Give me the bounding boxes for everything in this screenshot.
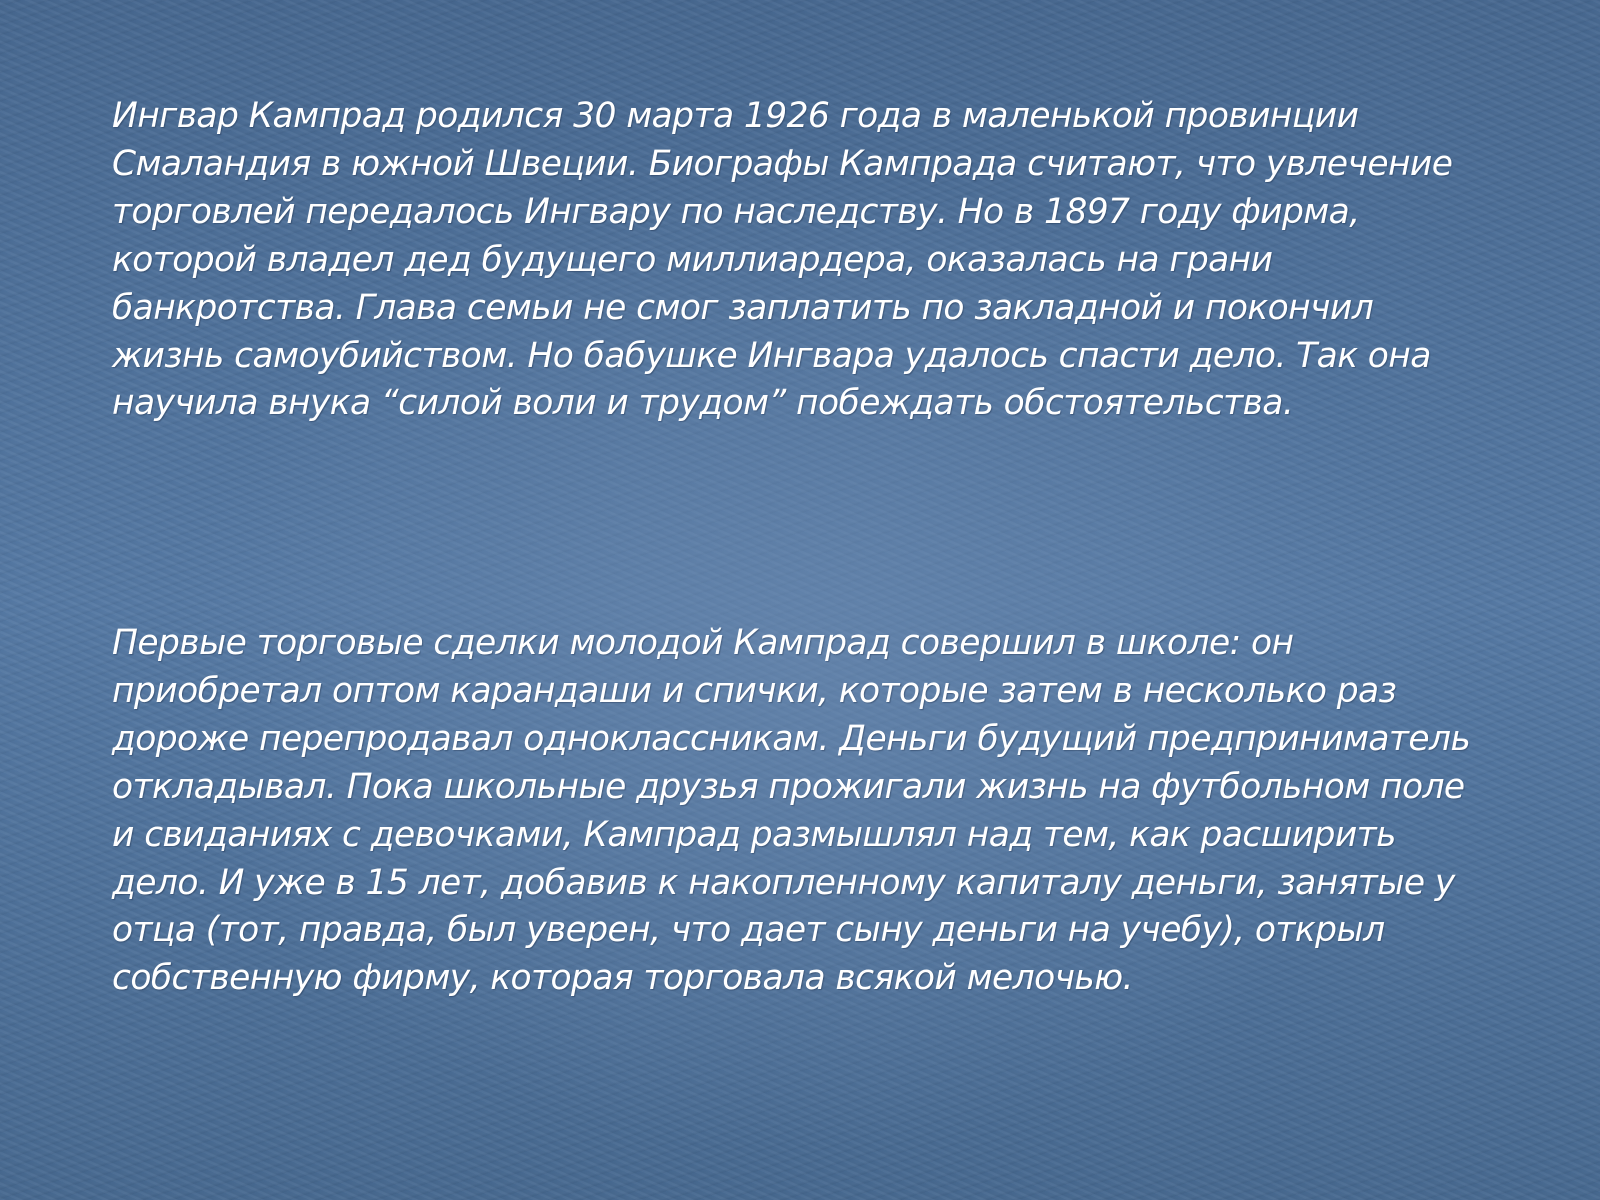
text-line: Ингвар Кампрад родился 30 марта 1926 года в маленькой провинции [112,96,1359,136]
text-line: научила внука “силой воли и трудом” побеждать обстоятельства. [112,383,1294,424]
text-line: дело. И уже в 15 лет, добавив к накопленному капиталу деньги, занятые у [112,862,1455,903]
text-line: приобретал оптом карандаши и спички, которые затем в несколько раз [112,670,1397,711]
text-line: жизнь самоубийством. Но бабушке Ингвара удалось спасти дело. Так она [112,335,1431,376]
text-line: Смаландия в южной Швеции. Биографы Кампрада считают, что увлечение [112,143,1453,184]
text-line: и свиданиях с девочками, Кампрад размышлял над тем, как расширить [112,814,1396,855]
text-line: откладывал. Пока школьные друзья прожигали жизнь на футбольном поле [112,766,1465,807]
biography-paragraph-2 [112,620,1532,1003]
text-line: торговлей передалось Ингвару по наследству. Но в 1897 году фирма, [112,191,1360,232]
text-line: Первые торговые сделки молодой Кампрад совершил в школе: он [112,623,1294,663]
text-line: дороже перепродавал одноклассникам. Деньги будущий предприниматель [112,718,1471,759]
text-line: собственную фирму, которая торговала всякой мелочью. [112,958,1133,999]
text-line: отца (тот, правда, был уверен, что дает сыну деньги на учебу), открыл [112,910,1385,951]
text-line: банкротства. Глава семьи не смог заплатить по закладной и покончил [112,287,1374,328]
text-line: которой владел дед будущего миллиардера, оказалась на грани [112,239,1273,280]
biography-paragraph-1 [112,93,1532,428]
